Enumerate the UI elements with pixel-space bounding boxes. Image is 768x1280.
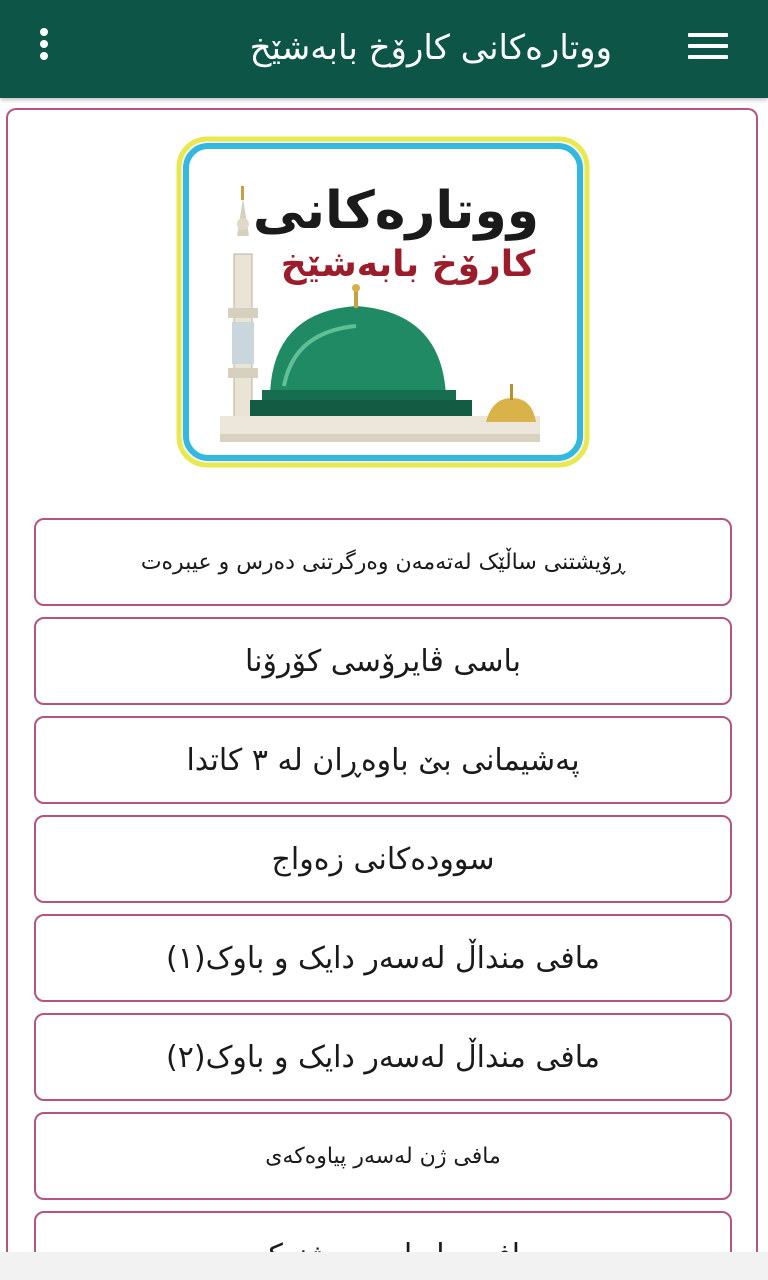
logo-line-2: کارۆخ بابەشێخ <box>280 244 536 285</box>
lecture-list <box>34 518 732 1278</box>
bottom-edge <box>0 1252 768 1280</box>
lecture-title: مافی منداڵ لەسەر دایک و باوک(٢) <box>166 1039 600 1075</box>
lecture-list-item[interactable] <box>34 716 732 804</box>
lecture-title: مافی منداڵ لەسەر دایک و باوک(١) <box>166 940 600 976</box>
lecture-list-item[interactable] <box>34 617 732 705</box>
app-title: ووتارەکانی کارۆخ بابەشێخ <box>249 28 612 68</box>
content-panel <box>6 108 758 1278</box>
lecture-list-item[interactable] <box>34 1013 732 1101</box>
lecture-title: پەشیمانی بێ باوەڕان لە ٣ کاتدا <box>186 742 580 778</box>
lecture-list-item[interactable] <box>34 815 732 903</box>
lecture-list-item[interactable] <box>34 518 732 606</box>
lecture-title: ڕۆیشتنی ساڵێک لەتەمەن وەرگرتنی دەرس و عیبرەت <box>140 549 626 575</box>
more-vertical-icon[interactable] <box>30 28 58 68</box>
lecture-title: مافی ژن لەسەر پیاوەکەی <box>265 1143 501 1169</box>
lecture-list-item[interactable] <box>34 914 732 1002</box>
lecture-title: باسی ڤایرۆسی کۆرۆنا <box>245 643 521 679</box>
app-bar <box>0 0 768 98</box>
lecture-list-item[interactable] <box>34 1112 732 1200</box>
lecture-title: سوودەکانی زەواج <box>271 841 495 877</box>
hamburger-menu-icon[interactable] <box>688 33 730 63</box>
logo-line-1: ووتارەکانی <box>252 181 540 241</box>
app-logo <box>176 136 590 468</box>
